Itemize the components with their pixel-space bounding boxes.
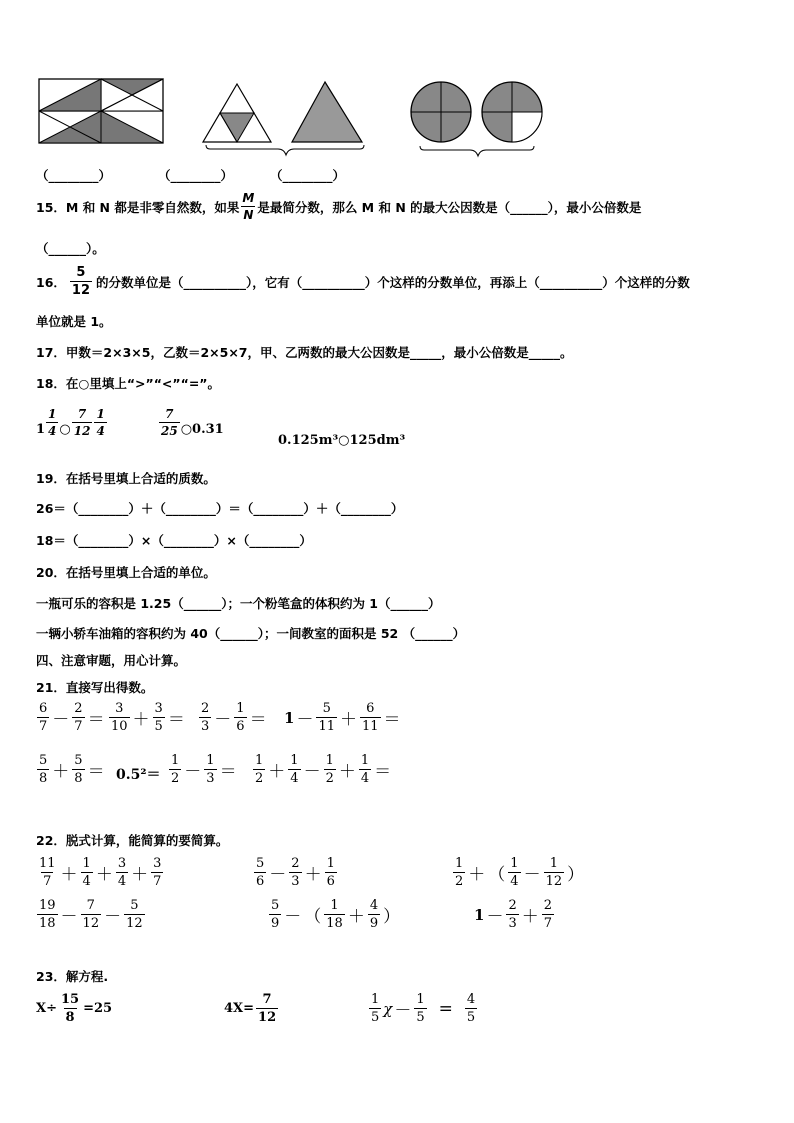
- fraction: [324, 899, 345, 930]
- fraction: [199, 702, 211, 733]
- numerator: 1: [326, 856, 335, 871]
- denominator: 11: [318, 719, 335, 734]
- numerator: 7: [262, 992, 272, 1007]
- equals-sign: ＝: [87, 710, 105, 730]
- plus-sign: ＋: [132, 710, 150, 730]
- numerator: 1: [455, 856, 464, 871]
- question-20: [36, 563, 216, 581]
- denominator: 2: [325, 771, 334, 786]
- numerator: 2: [508, 898, 517, 913]
- question-15: [36, 192, 641, 221]
- denominator: 12: [126, 916, 143, 931]
- numerator: 7: [77, 407, 87, 421]
- numerator: 4: [466, 992, 476, 1007]
- question-number: 18．: [36, 376, 66, 391]
- numerator: 7: [165, 407, 174, 421]
- rectangle-figure: [36, 76, 166, 146]
- fraction: [37, 857, 58, 888]
- denominator: 5: [416, 1010, 425, 1025]
- numerator: M: [242, 191, 255, 205]
- numerator: 2: [74, 701, 83, 716]
- denominator: 12: [73, 424, 91, 438]
- numerator: 1: [82, 856, 91, 871]
- numerator: 3: [117, 856, 127, 871]
- minus-sign: －: [104, 907, 122, 927]
- plus-sign: ＋: [468, 865, 486, 885]
- q21-expr-8: [252, 754, 392, 785]
- denominator: 7: [43, 874, 52, 889]
- fraction: [169, 754, 181, 785]
- question-text: 甲数＝2×3×5，乙数＝2×5×7，甲、乙两数的最大公因数是_____，最小公倍数是_____。: [65, 345, 573, 360]
- answer-blank-3[interactable]: （________）: [270, 168, 346, 183]
- compare-item-a: [36, 408, 108, 437]
- question-17: [36, 343, 573, 361]
- question-15-line2: （______）。: [36, 241, 105, 256]
- q21-expr-4: [284, 702, 402, 733]
- denominator: 9: [369, 916, 379, 931]
- answer-blank-2[interactable]: （________）: [158, 168, 234, 183]
- fraction: [269, 899, 281, 930]
- question-number: 15．: [36, 199, 66, 215]
- question-number: 22．: [36, 833, 66, 848]
- q22-expr-d: [36, 899, 146, 930]
- question-16-line2: 单位就是 1。: [36, 314, 112, 329]
- compare-circle[interactable]: ○: [59, 422, 71, 437]
- question-23: [36, 967, 108, 985]
- fraction: [153, 702, 165, 733]
- question-text: 解方程.: [65, 969, 109, 984]
- fraction: [94, 408, 106, 437]
- numerator: 4: [369, 898, 379, 913]
- right-paren: ）: [383, 907, 401, 927]
- minus-sign: －: [52, 710, 70, 730]
- triangle-figures: [200, 80, 370, 158]
- question-16: [36, 266, 690, 297]
- fraction: [204, 754, 216, 785]
- numerator: 1: [360, 753, 370, 768]
- denominator: 4: [82, 874, 91, 889]
- equation-c: [368, 993, 478, 1024]
- numerator: 3: [115, 701, 124, 716]
- denominator: 2: [455, 874, 464, 889]
- equation-lead: 4X=: [224, 1001, 255, 1016]
- denominator: 7: [153, 874, 162, 889]
- numerator: 2: [201, 701, 210, 716]
- equals-sign: ＝: [374, 762, 392, 782]
- fraction: [70, 266, 92, 297]
- question-number: 20．: [36, 565, 66, 580]
- question-text: 的分数单位是（__________），它有（__________）个这样的分数单位，再添上（__________）个这样的分数: [96, 274, 690, 290]
- right-paren: ）: [567, 865, 585, 885]
- fraction: [59, 993, 81, 1024]
- minus-sign: －: [214, 710, 232, 730]
- q21-expr-2: [108, 702, 186, 733]
- numerator: 5: [322, 701, 331, 716]
- fraction: [289, 857, 301, 888]
- denominator: 4: [96, 424, 105, 438]
- plus-sign: ＋: [131, 865, 149, 885]
- fraction: [324, 754, 336, 785]
- denominator: 25: [161, 424, 178, 438]
- question-18: [36, 374, 220, 392]
- denominator: 18: [326, 916, 343, 931]
- denominator: 11: [361, 719, 379, 734]
- numerator: 5: [256, 856, 265, 871]
- q19-line-2[interactable]: 18＝（________）×（________）×（________）: [36, 533, 312, 548]
- question-number: 16．: [36, 274, 66, 290]
- numerator: 1: [290, 753, 299, 768]
- question-text: 脱式计算，能简算的要简算。: [65, 833, 229, 848]
- denominator: 8: [39, 771, 48, 786]
- plus-sign: ＋: [95, 865, 113, 885]
- minus-sign: －: [284, 907, 302, 927]
- q21-expr-7: [168, 754, 238, 785]
- denominator: 3: [201, 719, 210, 734]
- whole-number: 1: [284, 708, 295, 727]
- equals-sign: =: [438, 998, 453, 1019]
- minus-sign: －: [296, 710, 314, 730]
- fraction: [37, 702, 49, 733]
- fraction: [37, 754, 49, 785]
- fraction: [325, 857, 337, 888]
- plus-sign: ＋: [52, 762, 70, 782]
- denominator: N: [243, 208, 254, 222]
- question-19: [36, 469, 216, 487]
- denominator: 10: [111, 719, 128, 734]
- question-text: 直接写出得数。: [65, 680, 154, 695]
- numerator: 1: [255, 753, 264, 768]
- q20-line-1[interactable]: 一瓶可乐的容积是 1.25（______）；一个粉笔盒的体积约为 1（______）: [36, 596, 441, 611]
- numerator: 5: [130, 898, 139, 913]
- numerator: 1: [96, 407, 105, 421]
- denominator: 4: [510, 874, 519, 889]
- fraction: [508, 857, 520, 888]
- plus-sign: ＋: [338, 762, 356, 782]
- denominator: 7: [74, 719, 83, 734]
- plus-sign: ＋: [347, 907, 365, 927]
- numerator: 1: [236, 701, 245, 716]
- equation-rest: =25: [83, 1001, 113, 1016]
- numerator: 5: [39, 753, 48, 768]
- equals-sign: ＝: [219, 762, 237, 782]
- plus-sign: ＋: [304, 865, 322, 885]
- denominator: 5: [154, 719, 163, 734]
- numerator: 3: [154, 701, 163, 716]
- equation-lead: X÷: [36, 1001, 57, 1016]
- numerator: 1: [325, 753, 334, 768]
- denominator: 3: [291, 874, 300, 889]
- q20-line-2[interactable]: 一辆小轿车油箱的容积约为 40（______）；一间教室的面积是 52 （______）: [36, 626, 466, 641]
- denominator: 4: [360, 771, 370, 786]
- section-heading: 四、注意审题，用心计算。: [36, 653, 187, 668]
- fraction: [256, 993, 278, 1024]
- numerator: 7: [86, 898, 95, 913]
- minus-sign: －: [486, 907, 504, 927]
- numerator: 5: [74, 753, 83, 768]
- whole-number: 1: [474, 905, 485, 924]
- q19-line-1[interactable]: 26＝（________）＋（________）＝（________）＋（________）: [36, 501, 404, 516]
- denominator: 4: [48, 424, 57, 438]
- fraction: [254, 857, 266, 888]
- q22-expr-b: [253, 857, 338, 888]
- fraction: [240, 192, 256, 221]
- fraction: [453, 857, 465, 888]
- question-22: [36, 831, 228, 849]
- numerator: 1: [510, 856, 519, 871]
- numerator: 5: [271, 898, 280, 913]
- plus-sign: ＋: [268, 762, 286, 782]
- fraction: [359, 754, 371, 785]
- denominator: 6: [236, 719, 245, 734]
- denominator: 18: [39, 916, 56, 931]
- fraction: [253, 754, 265, 785]
- numerator: 1: [371, 992, 380, 1007]
- question-text: 在括号里填上合适的单位。: [65, 565, 216, 580]
- minus-sign: －: [394, 1001, 412, 1021]
- fraction: [72, 754, 84, 785]
- fraction: [368, 899, 380, 930]
- numerator: 11: [39, 856, 56, 871]
- q22-expr-c: [452, 857, 585, 888]
- question-number: 21．: [36, 680, 66, 695]
- q22-expr-a: [36, 857, 164, 888]
- question-number: 19．: [36, 471, 66, 486]
- fraction: [542, 899, 554, 930]
- fraction: [316, 702, 337, 733]
- compare-rest: ○0.31: [180, 422, 224, 437]
- question-number: 23．: [36, 969, 66, 984]
- denominator: 2: [171, 771, 180, 786]
- fraction: [506, 899, 518, 930]
- equation-b: [224, 993, 279, 1024]
- plus-sign: ＋: [60, 865, 78, 885]
- fraction: [72, 408, 93, 437]
- denominator: 4: [117, 874, 127, 889]
- fraction: [81, 857, 93, 888]
- denominator: 6: [326, 874, 335, 889]
- fraction: [37, 899, 58, 930]
- denominator: 12: [545, 874, 563, 889]
- q21-expr-3: [198, 702, 268, 733]
- fraction: [234, 702, 246, 733]
- numerator: 1: [416, 992, 425, 1007]
- numerator: 6: [39, 701, 48, 716]
- minus-sign: －: [184, 762, 202, 782]
- denominator: 6: [256, 874, 265, 889]
- minus-sign: －: [523, 865, 541, 885]
- fraction: [81, 899, 102, 930]
- minus-sign: －: [303, 762, 321, 782]
- denominator: 9: [271, 916, 280, 931]
- denominator: 7: [543, 916, 552, 931]
- compare-item-c: 0.125m³○125dm³: [278, 433, 406, 448]
- numerator: 19: [39, 898, 56, 913]
- fraction: [116, 857, 128, 888]
- denominator: 8: [65, 1010, 75, 1025]
- denominator: 12: [258, 1010, 277, 1025]
- denominator: 5: [466, 1010, 476, 1025]
- fraction: [46, 408, 58, 437]
- minus-sign: －: [60, 907, 78, 927]
- minus-sign: －: [269, 865, 287, 885]
- question-text: 在括号里填上合适的质数。: [65, 471, 216, 486]
- denominator: 8: [74, 771, 83, 786]
- plus-sign: ＋: [339, 710, 357, 730]
- numerator: 1: [171, 753, 180, 768]
- fraction: [124, 899, 145, 930]
- denominator: 12: [82, 916, 100, 931]
- numerator: 1: [330, 898, 339, 913]
- q21-expr-5: [36, 754, 106, 785]
- q21-expr-1: [36, 702, 106, 733]
- question-text: 在○里填上“>”“<”“=”。: [65, 376, 221, 391]
- fraction: [288, 754, 300, 785]
- denominator: 3: [508, 916, 517, 931]
- fraction: [72, 702, 84, 733]
- compare-item-b: [158, 408, 224, 437]
- left-paren: （: [488, 865, 506, 885]
- denominator: 7: [39, 719, 48, 734]
- fraction: [369, 993, 381, 1024]
- fraction: [151, 857, 163, 888]
- numerator: 3: [153, 856, 162, 871]
- left-paren: （: [304, 907, 322, 927]
- numerator: 1: [48, 407, 57, 421]
- equation-a: [36, 993, 112, 1024]
- q22-expr-e: [268, 899, 401, 930]
- denominator: 12: [71, 283, 90, 298]
- equals-sign: ＝: [167, 710, 185, 730]
- numerator: 1: [206, 753, 215, 768]
- equals-sign: ＝: [383, 710, 401, 730]
- question-text: M 和 N 都是非零自然数，如果: [65, 199, 240, 215]
- denominator: 5: [371, 1010, 380, 1025]
- fraction: [544, 857, 565, 888]
- numerator: 2: [543, 898, 552, 913]
- denominator: 2: [255, 771, 264, 786]
- numerator: 1: [549, 856, 558, 871]
- variable: χ: [383, 999, 393, 1018]
- fraction: [414, 993, 426, 1024]
- whole-number: 1: [36, 422, 46, 437]
- fraction: [109, 702, 130, 733]
- q21-expr-6: 0.5²＝: [116, 767, 161, 783]
- denominator: 3: [206, 771, 215, 786]
- numerator: 6: [366, 701, 375, 716]
- numerator: 15: [60, 992, 80, 1007]
- fraction: [360, 702, 381, 733]
- circle-figures: [406, 76, 550, 158]
- equals-sign: ＝: [249, 710, 267, 730]
- equals-sign: ＝: [87, 762, 105, 782]
- question-21: [36, 678, 153, 696]
- denominator: 4: [290, 771, 299, 786]
- plus-sign: ＋: [521, 907, 539, 927]
- numerator: 2: [291, 856, 300, 871]
- q22-expr-f: [474, 899, 555, 930]
- question-text: 是最简分数，那么 M 和 N 的最大公因数是（______），最小公倍数是: [257, 199, 642, 215]
- question-number: 17．: [36, 345, 66, 360]
- answer-blank-1[interactable]: （________）: [36, 168, 112, 183]
- fraction: [159, 408, 180, 437]
- fraction: [465, 993, 477, 1024]
- numerator: 5: [76, 265, 86, 280]
